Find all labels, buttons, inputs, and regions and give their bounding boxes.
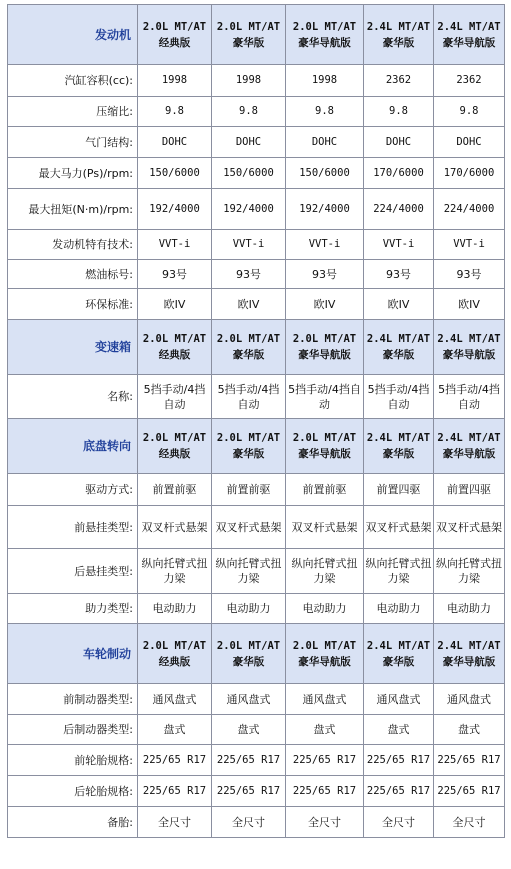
brakes-header-row (8, 624, 505, 684)
spec-label: 后悬挂类型: (8, 549, 138, 594)
model-header: 2.0L MT/AT 豪华版 (212, 624, 286, 684)
spec-value: 9.8 (364, 97, 434, 127)
spec-value: 150/6000 (286, 158, 364, 189)
spec-row (8, 776, 505, 807)
spec-value: 前置前驱 (212, 474, 286, 506)
spec-value: 电动助力 (138, 594, 212, 624)
model-header: 2.0L MT/AT 豪华导航版 (286, 419, 364, 474)
spec-value: 盘式 (434, 715, 505, 745)
spec-value: 2362 (434, 65, 505, 97)
spec-value: 盘式 (286, 715, 364, 745)
model-header: 2.4L MT/AT 豪华版 (364, 624, 434, 684)
spec-value: 5挡手动/4挡自动 (286, 375, 364, 419)
spec-value: DOHC (286, 127, 364, 158)
spec-label: 后制动器类型: (8, 715, 138, 745)
spec-value: 150/6000 (138, 158, 212, 189)
chassis-header-row (8, 419, 505, 474)
spec-label: 最大扭矩(N·m)/rpm: (8, 189, 138, 230)
spec-label: 发动机特有技术: (8, 230, 138, 260)
spec-value: 全尺寸 (434, 807, 505, 838)
chassis-section-title: 底盘转向 (8, 419, 138, 474)
spec-value: 前置前驱 (138, 474, 212, 506)
spec-label: 备胎: (8, 807, 138, 838)
spec-value: VVT-i (286, 230, 364, 260)
spec-value: DOHC (364, 127, 434, 158)
spec-label: 压缩比: (8, 97, 138, 127)
spec-value: 2362 (364, 65, 434, 97)
model-header: 2.4L MT/AT 豪华版 (364, 419, 434, 474)
spec-value: 通风盘式 (364, 684, 434, 715)
spec-value: 盘式 (212, 715, 286, 745)
spec-value: 225/65 R17 (364, 745, 434, 776)
spec-row (8, 189, 505, 230)
spec-value: DOHC (434, 127, 505, 158)
spec-value: 5挡手动/4挡自动 (138, 375, 212, 419)
spec-label: 最大马力(Ps)/rpm: (8, 158, 138, 189)
model-header: 2.4L MT/AT 豪华导航版 (434, 419, 505, 474)
spec-label: 汽缸容积(cc): (8, 65, 138, 97)
model-header: 2.0L MT/AT 豪华导航版 (286, 5, 364, 65)
spec-value: VVT-i (364, 230, 434, 260)
spec-value: 欧IV (364, 289, 434, 320)
spec-label: 名称: (8, 375, 138, 419)
spec-label: 前悬挂类型: (8, 506, 138, 549)
spec-value: 全尺寸 (286, 807, 364, 838)
spec-value: 通风盘式 (434, 684, 505, 715)
spec-value: 9.8 (286, 97, 364, 127)
spec-value: 224/4000 (364, 189, 434, 230)
spec-value: DOHC (138, 127, 212, 158)
spec-value: DOHC (212, 127, 286, 158)
model-header: 2.0L MT/AT 豪华版 (212, 5, 286, 65)
spec-value: 192/4000 (212, 189, 286, 230)
spec-label: 气门结构: (8, 127, 138, 158)
spec-value: 通风盘式 (212, 684, 286, 715)
spec-label: 驱动方式: (8, 474, 138, 506)
spec-value: 93号 (364, 260, 434, 289)
spec-value: 192/4000 (286, 189, 364, 230)
engine-section-title: 发动机 (8, 5, 138, 65)
spec-value: VVT-i (434, 230, 505, 260)
spec-value: 双叉杆式悬架 (138, 506, 212, 549)
model-header: 2.4L MT/AT 豪华导航版 (434, 624, 505, 684)
spec-value: 93号 (286, 260, 364, 289)
spec-value: 电动助力 (286, 594, 364, 624)
spec-value: 欧IV (138, 289, 212, 320)
spec-value: 盘式 (364, 715, 434, 745)
spec-value: 170/6000 (364, 158, 434, 189)
spec-row (8, 594, 505, 624)
spec-value: 9.8 (212, 97, 286, 127)
spec-row (8, 65, 505, 97)
spec-label: 后轮胎规格: (8, 776, 138, 807)
spec-row (8, 745, 505, 776)
spec-value: 全尺寸 (364, 807, 434, 838)
spec-value: 双叉杆式悬架 (286, 506, 364, 549)
spec-value: 93号 (212, 260, 286, 289)
model-header: 2.0L MT/AT 豪华版 (212, 419, 286, 474)
model-header: 2.4L MT/AT 豪华版 (364, 320, 434, 375)
model-header: 2.4L MT/AT 豪华导航版 (434, 5, 505, 65)
spec-value: 225/65 R17 (138, 776, 212, 807)
spec-value: 电动助力 (434, 594, 505, 624)
spec-value: 1998 (286, 65, 364, 97)
spec-value: 225/65 R17 (212, 776, 286, 807)
spec-value: 225/65 R17 (286, 745, 364, 776)
spec-value: 纵向托臂式扭力梁 (138, 549, 212, 594)
spec-row (8, 715, 505, 745)
model-header: 2.4L MT/AT 豪华版 (364, 5, 434, 65)
spec-value: 欧IV (212, 289, 286, 320)
spec-label: 燃油标号: (8, 260, 138, 289)
spec-value: 前置前驱 (286, 474, 364, 506)
spec-value: 全尺寸 (138, 807, 212, 838)
spec-row (8, 506, 505, 549)
spec-value: VVT-i (212, 230, 286, 260)
spec-label: 前轮胎规格: (8, 745, 138, 776)
spec-value: 前置四驱 (364, 474, 434, 506)
model-header: 2.0L MT/AT 豪华导航版 (286, 320, 364, 375)
spec-row (8, 474, 505, 506)
spec-value: 纵向托臂式扭力梁 (434, 549, 505, 594)
spec-value: 双叉杆式悬架 (434, 506, 505, 549)
spec-value: 225/65 R17 (286, 776, 364, 807)
model-header: 2.4L MT/AT 豪华导航版 (434, 320, 505, 375)
spec-value: 93号 (434, 260, 505, 289)
spec-value: 电动助力 (364, 594, 434, 624)
spec-value: 9.8 (138, 97, 212, 127)
transmission-section-title: 变速箱 (8, 320, 138, 375)
transmission-header-row (8, 320, 505, 375)
spec-value: 纵向托臂式扭力梁 (364, 549, 434, 594)
spec-value: 通风盘式 (138, 684, 212, 715)
spec-value: 纵向托臂式扭力梁 (212, 549, 286, 594)
spec-value: 225/65 R17 (434, 745, 505, 776)
model-header: 2.0L MT/AT 经典版 (138, 419, 212, 474)
model-header: 2.0L MT/AT 经典版 (138, 5, 212, 65)
spec-value: 5挡手动/4挡自动 (364, 375, 434, 419)
spec-row (8, 375, 505, 419)
spec-value: 93号 (138, 260, 212, 289)
spec-row (8, 807, 505, 838)
spec-value: 盘式 (138, 715, 212, 745)
spec-row (8, 684, 505, 715)
spec-label: 环保标准: (8, 289, 138, 320)
model-header: 2.0L MT/AT 豪华版 (212, 320, 286, 375)
spec-value: VVT-i (138, 230, 212, 260)
spec-value: 170/6000 (434, 158, 505, 189)
spec-row (8, 549, 505, 594)
spec-value: 150/6000 (212, 158, 286, 189)
spec-value: 5挡手动/4挡自动 (434, 375, 505, 419)
spec-row (8, 97, 505, 127)
spec-value: 通风盘式 (286, 684, 364, 715)
spec-value: 225/65 R17 (212, 745, 286, 776)
model-header: 2.0L MT/AT 豪华导航版 (286, 624, 364, 684)
spec-value: 225/65 R17 (138, 745, 212, 776)
spec-value: 224/4000 (434, 189, 505, 230)
spec-label: 前制动器类型: (8, 684, 138, 715)
spec-row (8, 289, 505, 320)
spec-value: 纵向托臂式扭力梁 (286, 549, 364, 594)
brakes-section-title: 车轮制动 (8, 624, 138, 684)
model-header: 2.0L MT/AT 经典版 (138, 624, 212, 684)
spec-value: 225/65 R17 (364, 776, 434, 807)
spec-value: 1998 (212, 65, 286, 97)
spec-value: 9.8 (434, 97, 505, 127)
spec-table (7, 4, 505, 838)
spec-row (8, 230, 505, 260)
spec-row (8, 127, 505, 158)
spec-label: 助力类型: (8, 594, 138, 624)
spec-value: 1998 (138, 65, 212, 97)
spec-value: 双叉杆式悬架 (364, 506, 434, 549)
spec-value: 电动助力 (212, 594, 286, 624)
spec-value: 双叉杆式悬架 (212, 506, 286, 549)
spec-value: 欧IV (434, 289, 505, 320)
spec-value: 欧IV (286, 289, 364, 320)
spec-value: 前置四驱 (434, 474, 505, 506)
spec-row (8, 260, 505, 289)
model-header: 2.0L MT/AT 经典版 (138, 320, 212, 375)
spec-value: 5挡手动/4挡自动 (212, 375, 286, 419)
spec-value: 192/4000 (138, 189, 212, 230)
engine-header-row (8, 5, 505, 65)
spec-value: 225/65 R17 (434, 776, 505, 807)
spec-row (8, 158, 505, 189)
spec-value: 全尺寸 (212, 807, 286, 838)
